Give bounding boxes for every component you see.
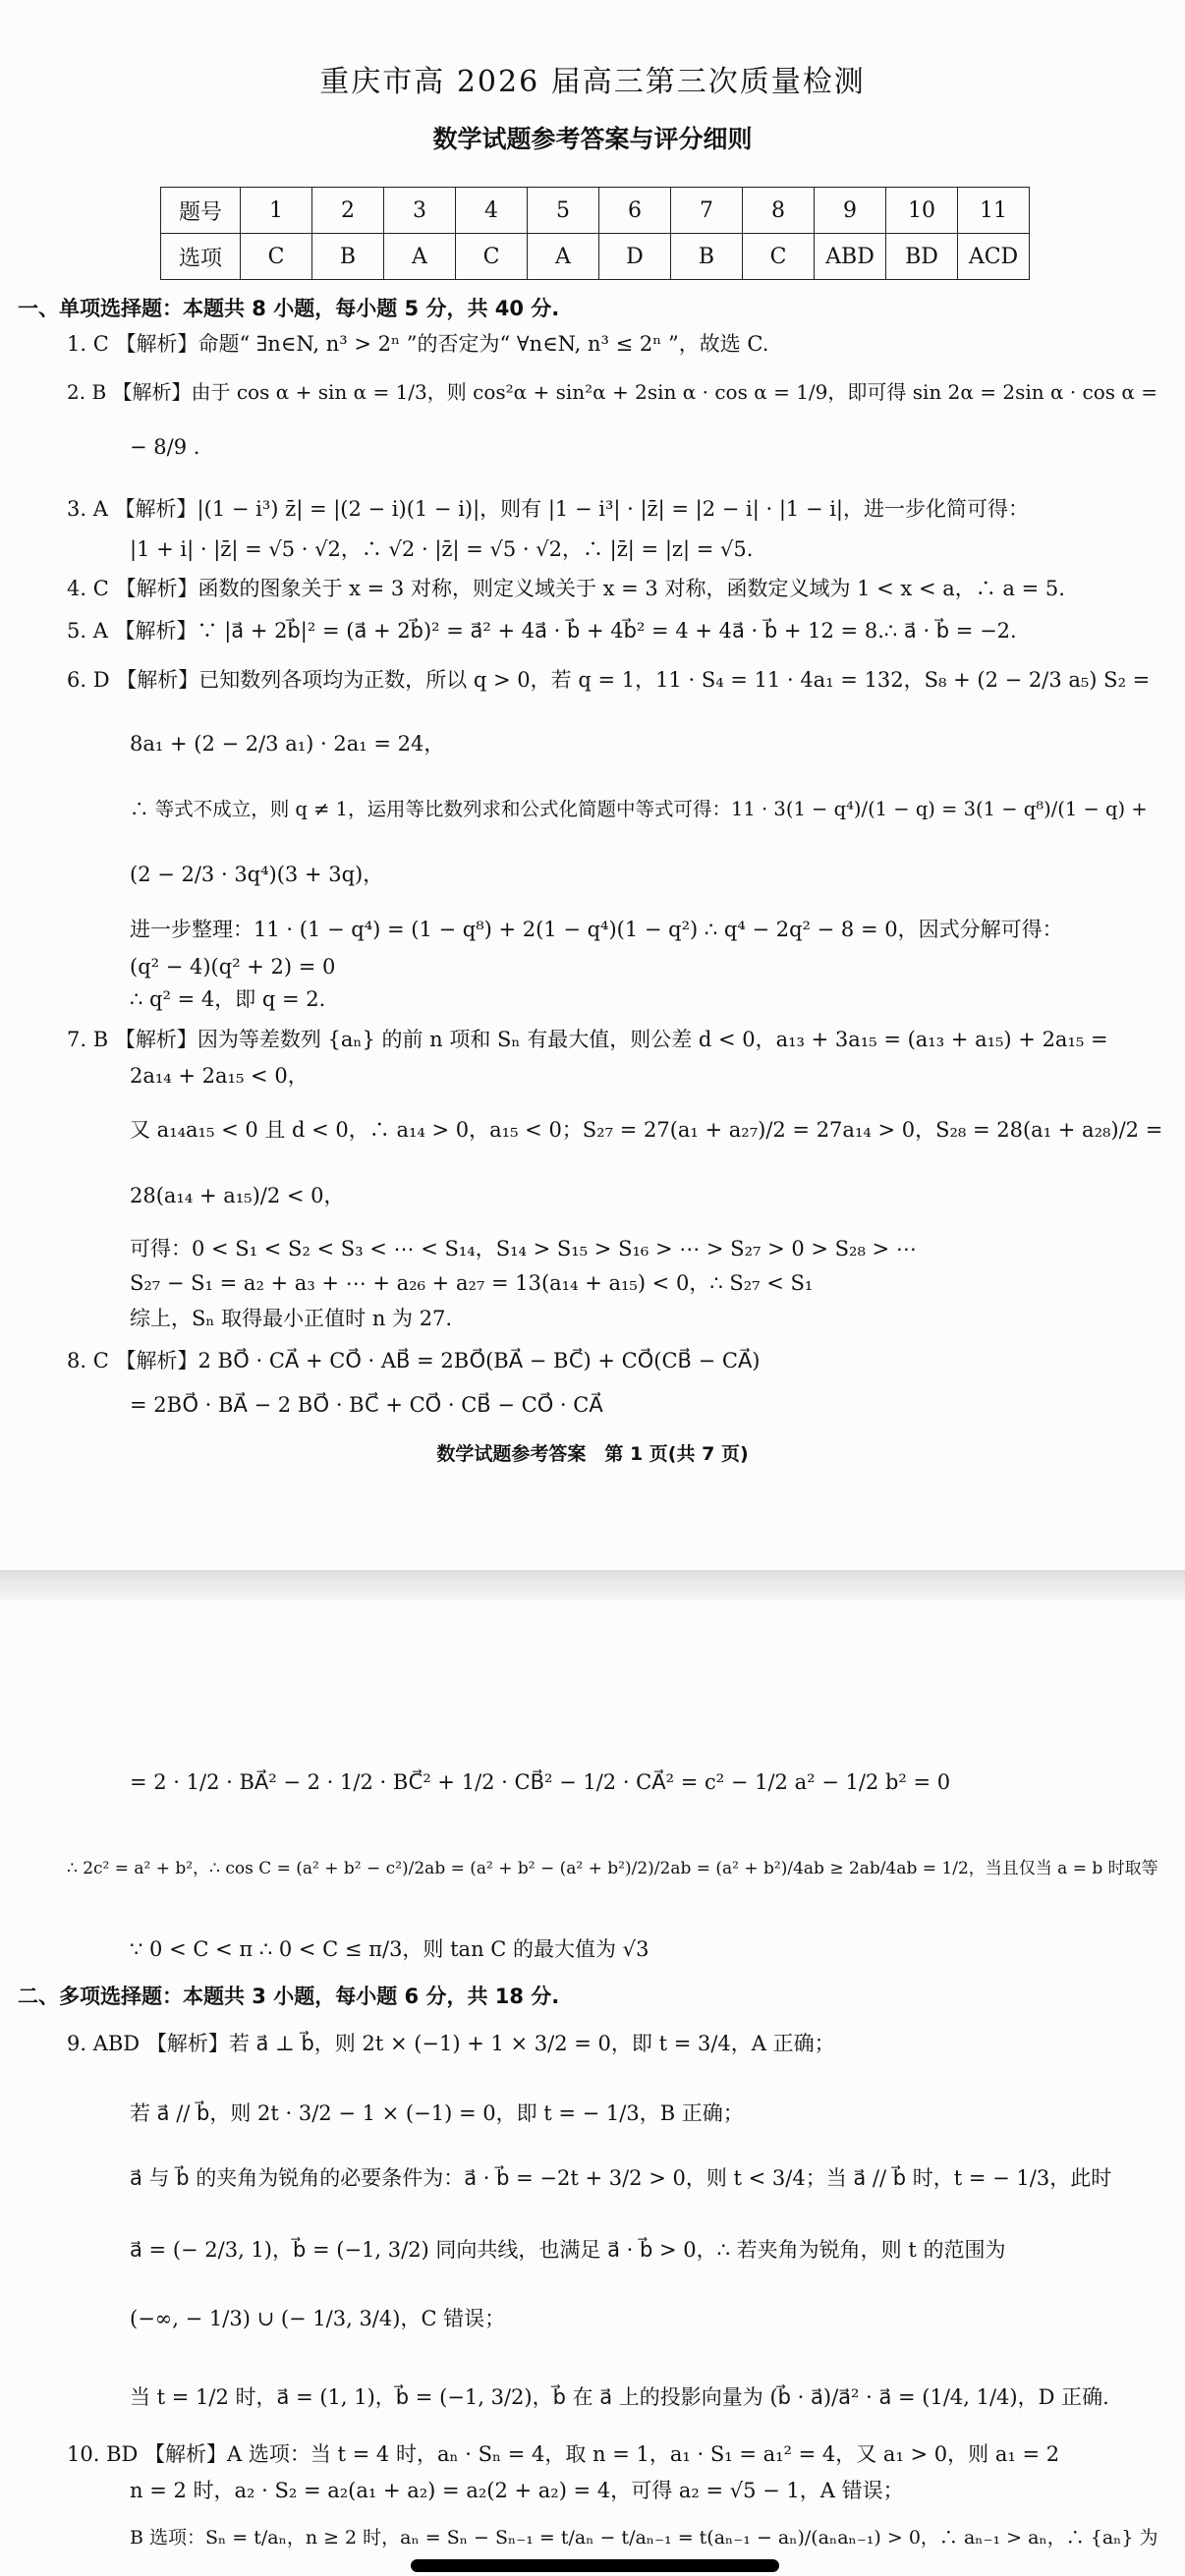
solution-line-q7-cont: 28(a₁₄ + a₁₅)/2 < 0， <box>130 1184 345 1207</box>
solution-line-q8: 8. C 【解析】2 BO⃗ · CA⃗ + CO⃗ · AB⃗ = 2BO⃗(BA⃗ − BC⃗) + CO⃗(CB⃗ − CA⃗) <box>67 1349 761 1372</box>
document-title: 重庆市高 2026 届高三第三次质量检测 <box>319 65 866 99</box>
solution-line-q6-cont: 8a₁ + (2 − 2/3 a₁) · 2a₁ = 24， <box>130 732 445 756</box>
solution-line-q7-cont: 又 a₁₄a₁₅ < 0 且 d < 0，∴ a₁₄ > 0，a₁₅ < 0；S₂₇ = 27(a₁ + a₂₇)/2 = 27a₁₄ > 0，S₂₈ = 28(a₁ + a₂₈)/2 = <box>130 1118 1163 1142</box>
solution-line-q7-cont: 可得：0 < S₁ < S₂ < S₃ < ⋯ < S₁₄，S₁₄ > S₁₅ > S₁₆ > ⋯ > S₂₇ > 0 > S₂₈ > ⋯ <box>130 1237 917 1260</box>
solution-line-q5: 5. A 【解析】∵ |a⃗ + 2b⃗|² = (a⃗ + 2b⃗)² = a⃗² + 4a⃗ · b⃗ + 4b⃗² = 4 + 4a⃗ · b⃗ + 12 = 8.∴ a⃗ · b⃗ = −2. <box>67 619 1017 643</box>
solution-line-q8-cont: ∵ 0 < C < π ∴ 0 < C ≤ π/3，则 tan C 的最大值为 √3 <box>130 1937 649 1961</box>
table-header-cell: 选项 <box>161 234 241 280</box>
solution-line-q3-cont: |1 + i| · |z̄| = √5 · √2，∴ √2 · |z̄| = √5 · √2，∴ |z̄| = |z| = √5. <box>130 537 754 561</box>
solution-line-q8-cont: ∴ 2c² = a² + b²，∴ cos C = (a² + b² − c²)/2ab = (a² + b² − (a² + b²)/2)/2ab = (a² + b²)/4ab ≥ 2ab/4ab = 1/2，当且仅当 a = b 时取等 <box>67 1859 1158 1878</box>
section-heading-single-choice: 一、单项选择题：本题共 8 小题，每小题 5 分，共 40 分. <box>18 297 560 320</box>
table-cell: BD <box>886 234 958 280</box>
solution-line-q9: 9. ABD 【解析】若 a⃗ ⊥ b⃗，则 2t × (−1) + 1 × 3/2 = 0，即 t = 3/4，A 正确； <box>67 2032 835 2055</box>
table-cell: ACD <box>958 234 1030 280</box>
solution-line-q7-cont: S₂₇ − S₁ = a₂ + a₃ + ⋯ + a₂₆ + a₂₇ = 13(a₁₄ + a₁₅) < 0，∴ S₂₇ < S₁ <box>130 1271 814 1295</box>
table-cell: 6 <box>599 188 671 234</box>
table-cell: ABD <box>815 234 886 280</box>
solution-line-q10-cont: B 选项：Sₙ = t/aₙ，n ≥ 2 时，aₙ = Sₙ − Sₙ₋₁ = t/aₙ − t/aₙ₋₁ = t(aₙ₋₁ − aₙ)/(aₙaₙ₋₁) > 0，∴ aₙ₋₁ > aₙ，∴ {aₙ} 为 <box>130 2527 1158 2548</box>
home-indicator[interactable] <box>411 2559 779 2572</box>
solution-line-q8-cont: = 2 · 1/2 · BA⃗² − 2 · 1/2 · BC⃗² + 1/2 · CB⃗² − 1/2 · CA⃗² = c² − 1/2 a² − 1/2 b² = 0 <box>130 1770 951 1794</box>
solution-line-q6-cont: 进一步整理：11 · (1 − q⁴) = (1 − q⁸) + 2(1 − q⁴)(1 − q²) ∴ q⁴ − 2q² − 8 = 0，因式分解可得： <box>130 918 1063 941</box>
table-cell: B <box>671 234 743 280</box>
table-cell: 9 <box>815 188 886 234</box>
table-cell: A <box>528 234 599 280</box>
document-subtitle: 数学试题参考答案与评分细则 <box>432 125 753 153</box>
solution-line-q6-cont: ∴ 等式不成立，则 q ≠ 1，运用等比数列求和公式化简题中等式可得：11 · 3(1 − q⁴)/(1 − q) = 3(1 − q⁸)/(1 − q) + <box>130 798 1148 820</box>
solution-line-q7-cont: 2a₁₄ + 2a₁₅ < 0， <box>130 1064 309 1088</box>
table-cell: D <box>599 234 671 280</box>
table-cell: 5 <box>528 188 599 234</box>
table-cell: 3 <box>384 188 456 234</box>
table-cell: B <box>312 234 384 280</box>
solution-line-q6-cont: ∴ q² = 4，即 q = 2. <box>130 987 326 1011</box>
solution-line-q9-cont: 当 t = 1/2 时，a⃗ = (1, 1)，b⃗ = (−1, 3/2)，b⃗ 在 a⃗ 上的投影向量为 (b⃗ · a⃗)/a⃗² · a⃗ = (1/4, 1/4)，D 正确. <box>130 2385 1109 2409</box>
solution-line-q9-cont: a⃗ 与 b⃗ 的夹角为锐角的必要条件为：a⃗ · b⃗ = −2t + 3/2 > 0，则 t < 3/4；当 a⃗ // b⃗ 时，t = − 1/3，此时 <box>130 2166 1112 2190</box>
solution-line-q3: 3. A 【解析】|(1 − i³) z̄| = |(2 − i)(1 − i)|，则有 |1 − i³| · |z̄| = |2 − i| · |1 − i|，进一步化简可得： <box>67 497 1030 521</box>
table-cell: 7 <box>671 188 743 234</box>
solution-line-q6: 6. D 【解析】已知数列各项均为正数，所以 q > 0，若 q = 1，11 · S₄ = 11 · 4a₁ = 132，S₈ + (2 − 2/3 a₅) S₂ = <box>67 668 1151 692</box>
table-header-cell: 题号 <box>161 188 241 234</box>
solution-line-q2: 2. B 【解析】由于 cos α + sin α = 1/3，则 cos²α + sin²α + 2sin α · cos α = 1/9，即可得 sin 2α = 2sin α · cos α = <box>67 380 1158 404</box>
solution-line-q8-cont: = 2BO⃗ · BA⃗ − 2 BO⃗ · BC⃗ + CO⃗ · CB⃗ − CO⃗ · CA⃗ <box>130 1393 603 1417</box>
solution-line-q1: 1. C 【解析】命题“ ∃n∈N, n³ > 2ⁿ ”的否定为“ ∀n∈N, n³ ≤ 2ⁿ ”，故选 C. <box>67 332 769 356</box>
solution-line-q9-cont: (−∞, − 1/3) ∪ (− 1/3, 3/4)，C 错误； <box>130 2307 506 2330</box>
solution-line-q2-cont: − 8/9 . <box>130 435 200 459</box>
solution-line-q10: 10. BD 【解析】A 选项：当 t = 4 时，aₙ · Sₙ = 4，取 n = 1，a₁ · S₁ = a₁² = 4，又 a₁ > 0，则 a₁ = 2 <box>67 2442 1060 2466</box>
table-cell: A <box>384 234 456 280</box>
solution-line-q7: 7. B 【解析】因为等差数列 {aₙ} 的前 n 项和 Sₙ 有最大值，则公差 d < 0，a₁₃ + 3a₁₅ = (a₁₃ + a₁₅) + 2a₁₅ = <box>67 1028 1108 1051</box>
table-cell: 1 <box>241 188 312 234</box>
table-cell: 11 <box>958 188 1030 234</box>
solution-line-q10-cont: n = 2 时，a₂ · S₂ = a₂(a₁ + a₂) = a₂(2 + a₂) = 4，可得 a₂ = √5 − 1，A 错误； <box>130 2479 904 2502</box>
solution-line-q9-cont: a⃗ = (− 2/3, 1)，b⃗ = (−1, 3/2) 同向共线，也满足 a⃗ · b⃗ > 0，∴ 若夹角为锐角，则 t 的范围为 <box>130 2238 1006 2262</box>
table-cell: C <box>456 234 528 280</box>
page-2 <box>0 1599 1185 2576</box>
solution-line-q9-cont: 若 a⃗ // b⃗，则 2t · 3/2 − 1 × (−1) = 0，即 t = − 1/3，B 正确； <box>130 2101 744 2125</box>
solution-line-q6-cont: (q² − 4)(q² + 2) = 0 <box>130 955 336 979</box>
answer-table <box>160 187 1030 280</box>
table-cell: C <box>743 234 815 280</box>
solution-line-q7-cont: 综上，Sₙ 取得最小正值时 n 为 27. <box>130 1307 453 1330</box>
page-footer: 数学试题参考答案 第 1 页(共 7 页) <box>436 1443 749 1465</box>
table-cell: C <box>241 234 312 280</box>
table-cell: 2 <box>312 188 384 234</box>
answer-table-row-answers <box>161 234 1030 280</box>
table-cell: 8 <box>743 188 815 234</box>
answer-table-row-numbers <box>161 188 1030 234</box>
table-cell: 10 <box>886 188 958 234</box>
table-cell: 4 <box>456 188 528 234</box>
page-separator <box>0 1570 1185 1599</box>
solution-line-q6-cont: (2 − 2/3 · 3q⁴)(3 + 3q)， <box>130 863 384 886</box>
section-heading-multi-choice: 二、多项选择题：本题共 3 小题，每小题 6 分，共 18 分. <box>18 1985 560 2008</box>
solution-line-q4: 4. C 【解析】函数的图象关于 x = 3 对称，则定义域关于 x = 3 对称，函数定义域为 1 < x < a，∴ a = 5. <box>67 577 1065 600</box>
